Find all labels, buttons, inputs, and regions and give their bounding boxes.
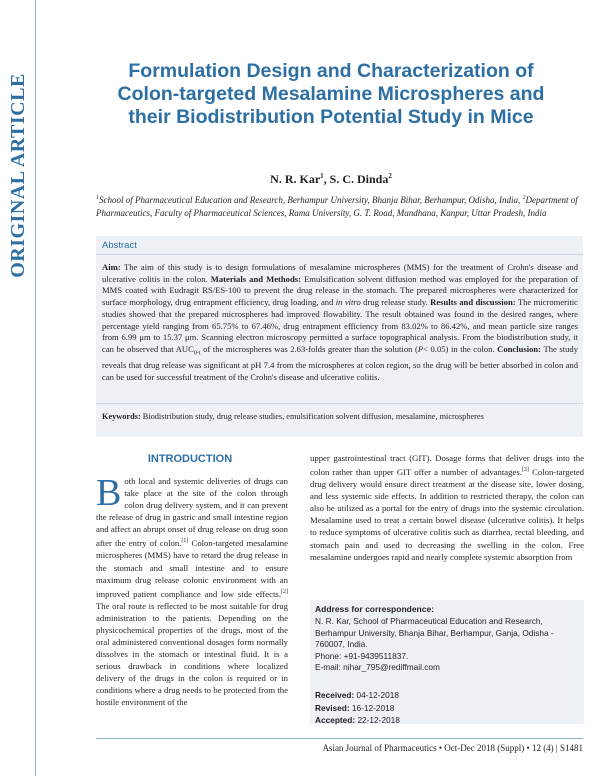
divider xyxy=(96,254,583,255)
drop-cap: B xyxy=(96,472,122,514)
sidebar-divider xyxy=(35,0,36,776)
correspondence-box xyxy=(310,600,584,724)
abstract-heading: Abstract xyxy=(102,240,137,251)
correspondence-heading: Address for correspondence: xyxy=(315,604,435,614)
footer-divider xyxy=(96,738,583,739)
article-dates: Received: 04-12-2018 Revised: 16-12-2018 Accepted: 22-12-2018 xyxy=(315,690,400,725)
abstract-text: Aim: The aim of this study is to design formulations of mesalamine microspheres (MMS) for the treatment of Crohn's disease and ulcerative colitis in the colon. Materials and Methods: Emulsification solvent diffusion method was employed for the preparation of MMS coated with Eudragit RS/ES-100 to prevent the drug release in the stomach. The prepared microspheres were characterized for surface morphology, drug entrapment efficiency, drug loading, and in vitro drug release study. Results and discussion: The micromeritic studies showed that the prepared microspheres had improved flowability. The result obtained was found in the desired ranges, where percentage yield ranging from 65.75% to 67.46%, drug entrapment efficiency from 83.02% to 86.42%, and mean particle size ranges from 6.99 μm to 15.37 μm. Scanning electron microscopy permitted a surface topographical analysis. From the biodistribution study, it can be observed that $AUC_{0-t}$ of the microspheres was 2.63-folds greater than the solution (P< 0.05) in the colon. Conclusion: The study reveals that drug release was significant at pH 7.4 from the microspheres at colon region, so the drug will be better absorbed in colon and can be used for successful treatment of the Crohn's disease and ulcerative colitis. xyxy=(102,262,579,383)
body-column-left: Both local and systemic deliveries of drugs can take place at the site of the colon through colon drug delivery system, and it can prevent the release of drug in gastric and small intestine region and affect an abrupt onset of drug release on drug soon after the entry of colon.[1] Colon-targeted mesalamine microspheres (MMS) have to retard the drug release in the stomach and small intestine and to ensure maximum drug release colonic environment with an improved patient compliance and low side effects.[2] The oral route is reflected to be most suitable for drug administration to the patients. Depending on the physicochemical properties of the drugs, most of the oral administered conventional dosages form normally dissolves in the stomach or intestinal fluid. It is a serious drawback in conditions where localized delivery of the drugs in the colon is required or in conditions where a drug needs to be protected from the hostile environment of the xyxy=(96,472,288,708)
correspondence-address: N. R. Kar, School of Pharmaceutical Education and Research, Berhampur University, Bhanja Bihar, Berhampur, Ganja, Odisha - 760007, India. Phone: +91-9439511837. E-mail: nihar_795@rediffmail.com xyxy=(315,616,554,672)
sidebar xyxy=(0,0,35,776)
section-heading: INTRODUCTION xyxy=(147,453,233,465)
article-title: Formulation Design and Characterization of Colon-targeted Mesalamine Microspheres and their Biodistribution Potential Study in Mice xyxy=(117,60,545,128)
keywords: Keywords: Biodistribution study, drug release studies, emulsification solvent diffusion, mesalamine, microspheres xyxy=(102,412,484,421)
body-column-right: upper gastrointestinal tract (GIT). Dosage forms that deliver drugs into the colon rather than upper GIT offer a number of advantages.[3] Colon-targeted drug delivery would ensure direct treatment at the disease site, lower dosing, and less systemic side effects. In addition to restricted therapy, the colon can also be utilized as a portal for the entry of drugs into the systemic circulation. Mesalamine used to treat a certain bowel disease (ulcerative colitis). It helps to reduce symptoms of ulcerative colitis such as diarrhea, rectal bleeding, and stomach pain and used to decreasing the swelling in the colon. Free mesalamine undergoes rapid and nearly complete systemic absorption from xyxy=(310,453,585,562)
affiliations: $^1$School of Pharmaceutical Education and Research, Berhampur University, Bhanja Bihar, Berhampur, Odisha, India, $^2$Department of Pharmaceutics, Faculty of Pharmaceutical Sciences, Rama University, G. T. Road, Mandhana, Kanpur, Uttar Pradesh, India xyxy=(96,195,578,218)
abstract-box xyxy=(96,236,583,437)
divider xyxy=(96,403,583,404)
author-list: N. R. Kar$^1$, S. C. Dinda$^2$ xyxy=(270,172,392,186)
article-type-label: ORIGINAL ARTICLE xyxy=(6,72,29,278)
page-footer: Asian Journal of Pharmaceutics • Oct-Dec 2018 (Suppl) • 12 (4) | S1481 xyxy=(322,743,583,753)
